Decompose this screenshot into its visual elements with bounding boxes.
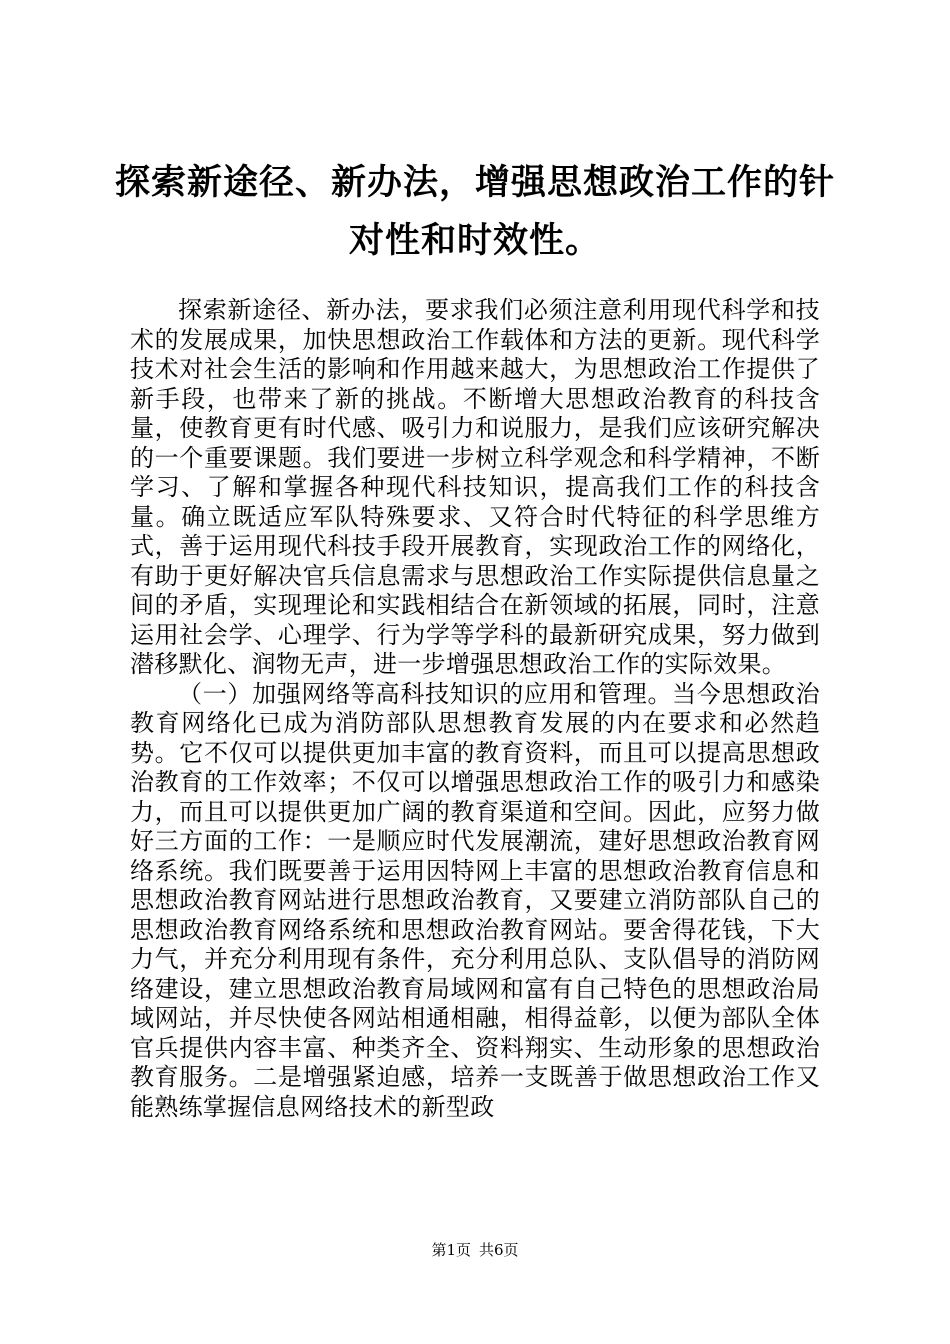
paragraph-2: （一）加强网络等高科技知识的应用和管理。当今思想政治教育网络化已成为消防部队思想教育发展的内在要求和必然趋势。它不仅可以提供更加丰富的教育资料，而且可以提高思想政治教育的工作效率；不仅可以增强思想政治工作的吸引力和感染力，而且可以提供更加广阔的教育渠道和空间。因此，应努力做好三方面的工作：一是顺应时代发展潮流，建好思想政治教育网络系统。我们既要善于运用因特网上丰富的思想政治教育信息和思想政治教育网站进行思想政治教育，又要建立消防部队自己的思想政治教育网络系统和思想政治教育网站。要舍得花钱，下大力气，并充分利用现有条件，充分利用总队、支队倡导的消防网络建设，建立思想政治教育局域网和富有自己特色的思想政治局域网站，并尽快使各网站相通相融，相得益彰，以便为部队全体官兵提供内容丰富、种类齐全、资料翔实、生动形象的思想政治教育服务。二是增强紧迫感，培养一支既善于做思想政治工作又能熟练掌握信息网络技术的新型政 [130,679,820,1121]
document-title-line-1: 探索新途径、新办法，增强思想政治工作的针 [114,163,835,203]
page-number: 第1页 [431,1241,471,1259]
page-total: 共6页 [479,1241,519,1259]
page-footer [0,1240,950,1260]
paragraph-1: 探索新途径、新办法，要求我们必须注意利用现代科学和技术的发展成果，加快思想政治工作载体和方法的更新。现代科学技术对社会生活的影响和作用越来越大，为思想政治工作提供了新手段，也带来了新的挑战。不断增大思想政治教育的科技含量，使教育更有时代感、吸引力和说服力，是我们应该研究解决的一个重要课题。我们要进一步树立科学观念和科学精神，不断学习、了解和掌握各种现代科技知识，提高我们工作的科技含量。确立既适应军队特殊要求、又符合时代特征的科学思维方式，善于运用现代科技手段开展教育，实现政治工作的网络化，有助于更好解决官兵信息需求与思想政治工作实际提供信息量之间的矛盾，实现理论和实践相结合在新领域的拓展，同时，注意运用社会学、心理学、行为学等学科的最新研究成果，努力做到潜移默化、润物无声，进一步增强思想政治工作的实际效果。 [130,296,820,678]
document-body [130,296,820,1122]
document-title-line-2: 对性和时效性。 [348,221,601,261]
